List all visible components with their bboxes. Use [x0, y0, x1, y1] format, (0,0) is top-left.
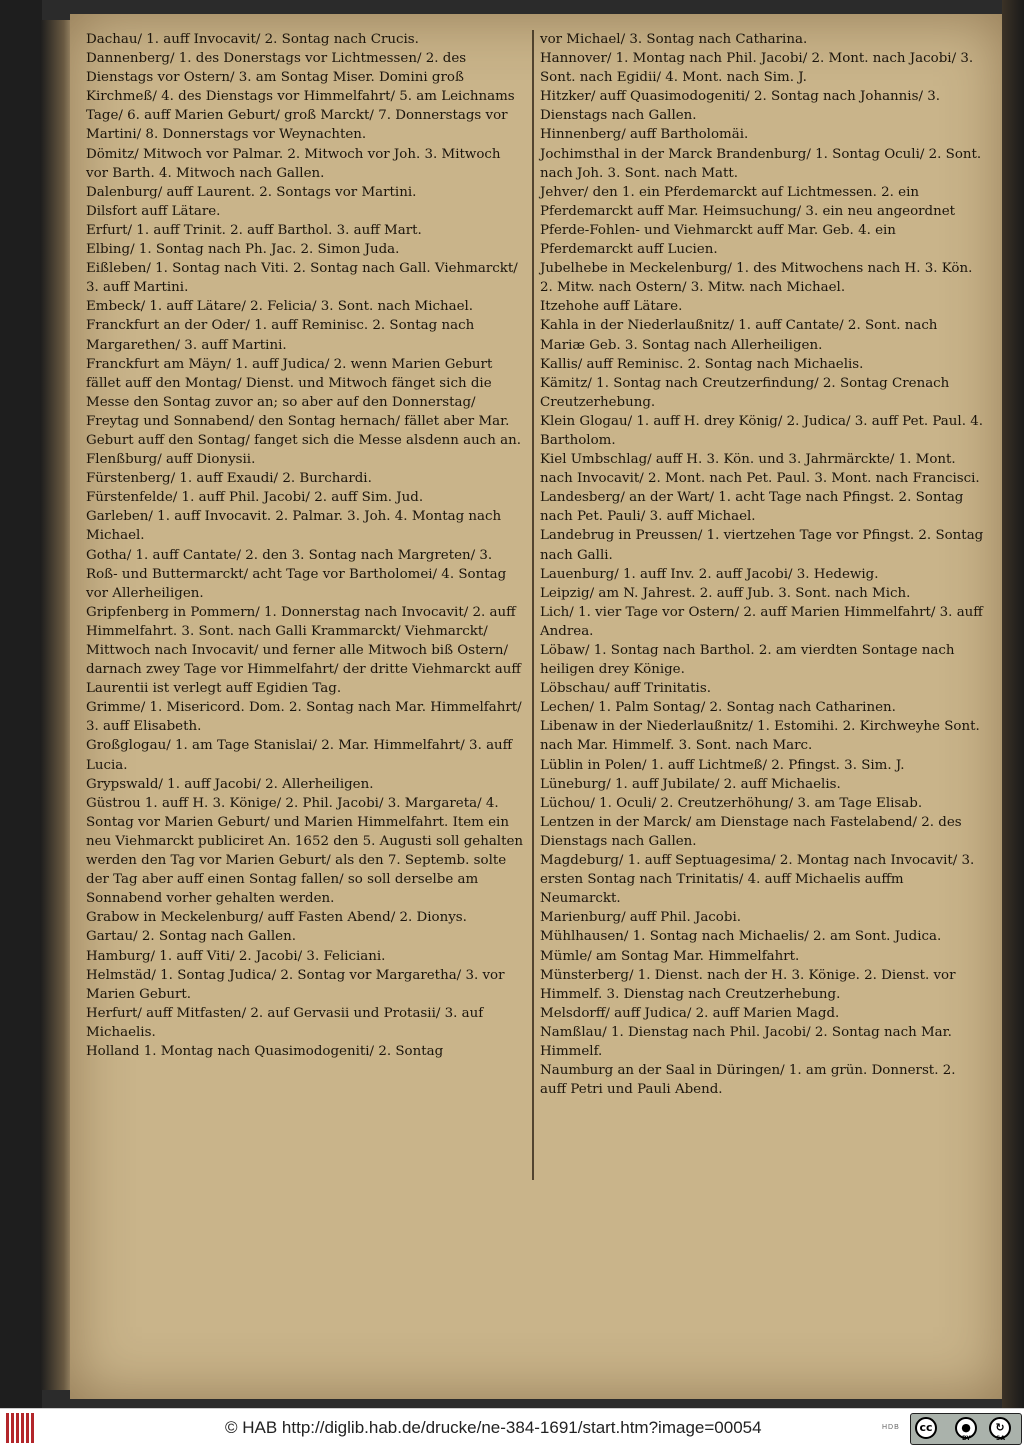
market-entry: Lüblin in Polen/ 1. auff Lichtmeß/ 2. Pfingst. 3. Sim. J. — [540, 757, 905, 773]
market-entry: Grypswald/ 1. auff Jacobi/ 2. Allerheiligen. — [86, 776, 374, 792]
market-entry: Gotha/ 1. auff Cantate/ 2. den 3. Sontag nach Margreten/ 3. Roß- und Buttermarckt/ acht Tage vor Bartholomei/ 4. Sontag vor Allerheiligen. — [86, 547, 507, 601]
sa-sharealike-icon: ↻ — [989, 1417, 1011, 1439]
market-entry: Güstrou 1. auff H. 3. Könige/ 2. Phil. Jacobi/ 3. Margareta/ 4. Sontag vor Marien Geburt/ und Marien Himmelfahrt. Item ein neu Viehmarckt publiciret An. 1652 den 5. Augusti soll gehalten werden den Tag vor Marien Geburt/ als den 7. Septemb. solte der Tag aber auff einen Sontag fallen/ so soll derselbe am Sonnabend vorher gehalten werden. — [86, 795, 524, 907]
market-entry: Erfurt/ 1. auff Trinit. 2. auff Barthol. 3. auff Mart. — [86, 222, 422, 238]
market-entry: Dannenberg/ 1. des Donerstags vor Lichtmessen/ 2. des Dienstags vor Ostern/ 3. am Sontag Miser. Domini groß Kirchmeß/ 4. des Dienstags vor Himmelfahrt/ 5. am Leichnams Tage/ 6. auff Marien Geburt/ groß Marckt/ 7. Donnerstags vor Martini/ 8. Donnerstags vor Weynachten. — [86, 51, 515, 143]
market-entry: Holland 1. Montag nach Quasimodogeniti/ 2. Sontag — [86, 1043, 444, 1059]
cc-sa-label: SA — [996, 1435, 1005, 1442]
page-spine-shadow — [40, 20, 74, 1390]
market-entry: Hamburg/ 1. auff Viti/ 2. Jacobi/ 3. Feliciani. — [86, 948, 386, 964]
market-entry: Dalenburg/ auff Laurent. 2. Sontags vor Martini. — [86, 184, 417, 200]
market-entry: Lüchou/ 1. Oculi/ 2. Creutzerhöhung/ 3. am Tage Elisab. — [540, 795, 923, 811]
market-entry: Eißleben/ 1. Sontag nach Viti. 2. Sontag nach Gall. Viehmarckt/ 3. auff Martini. — [86, 261, 518, 296]
market-entry: Jubelhebe in Meckelenburg/ 1. des Mitwochens nach H. 3. Kön. 2. Mitw. nach Ostern/ 3. Mitw. nach Michael. — [540, 261, 973, 296]
market-entry: Grabow in Meckelenburg/ auff Fasten Abend/ 2. Dionys. — [86, 910, 467, 926]
market-entry: Kiel Umbschlag/ auff H. 3. Kön. und 3. Jahrmärckte/ 1. Mont. nach Invocavit/ 2. Mont. nach Pet. Paul. 3. Mont. nach Francisci. — [540, 452, 980, 487]
column-divider — [532, 30, 534, 1180]
market-entry: Hannover/ 1. Montag nach Phil. Jacobi/ 2. Mont. nach Jacobi/ 3. Sont. nach Egidii/ 4. Mont. nach Sim. J. — [540, 51, 974, 86]
cc-by-label: BY — [962, 1435, 971, 1442]
market-entry: Flenßburg/ auff Dionysii. — [86, 452, 256, 468]
market-entry: Garleben/ 1. auff Invocavit. 2. Palmar. 3. Joh. 4. Montag nach Michael. — [86, 509, 502, 544]
market-entry: Lüneburg/ 1. auff Jubilate/ 2. auff Michaelis. — [540, 776, 841, 792]
market-entry: Leipzig/ am N. Jahrest. 2. auff Jub. 3. Sont. nach Mich. — [540, 585, 911, 601]
market-entry: Mühlhausen/ 1. Sontag nach Michaelis/ 2. am Sont. Judica. — [540, 929, 942, 945]
market-entry: Fürstenfelde/ 1. auff Phil. Jacobi/ 2. auff Sim. Jud. — [86, 490, 424, 506]
market-entry: Löbschau/ auff Trinitatis. — [540, 681, 711, 697]
market-entry: Melsdorff/ auff Judica/ 2. auff Marien Magd. — [540, 1005, 840, 1021]
footer-source-link[interactable]: © HAB http://diglib.hab.de/drucke/ne-384-1691/start.htm?image=00054 — [225, 1418, 762, 1437]
market-entry: Franckfurt am Mäyn/ 1. auff Judica/ 2. wenn Marien Geburt fället auff den Montag/ Dienst. und Mitwoch fänget sich die Messe den Sontag zuvor an; so aber auf den Donnerstag/ Freytag und Sonnabend/ den Sontag hernach/ fället aber Mar. Geburt auff den Sontag/ fanget sich die Messe alsdenn auch an. — [86, 356, 521, 448]
market-entry: Marienburg/ auff Phil. Jacobi. — [540, 910, 741, 926]
market-entry: Großglogau/ 1. am Tage Stanislai/ 2. Mar. Himmelfahrt/ 3. auff Lucia. — [86, 738, 513, 773]
market-entry: Kallis/ auff Reminisc. 2. Sontag nach Michaelis. — [540, 356, 864, 372]
right-column — [540, 30, 985, 1099]
market-entry: Elbing/ 1. Sontag nach Ph. Jac. 2. Simon Juda. — [86, 242, 400, 258]
market-entry: Herfurt/ auff Mitfasten/ 2. auf Gervasii und Protasii/ 3. auf Michaelis. — [86, 1005, 484, 1040]
market-entry: Kahla in der Niederlaußnitz/ 1. auff Cantate/ 2. Sont. nach Mariæ Geb. 3. Sontag nach Allerheiligen. — [540, 318, 938, 353]
market-entry: Dilsfort auff Lätare. — [86, 203, 221, 219]
market-entry: Dömitz/ Mitwoch vor Palmar. 2. Mitwoch vor Joh. 3. Mitwoch vor Barth. 4. Mitwoch nach Gallen. — [86, 146, 501, 181]
market-entry: Hitzker/ auff Quasimodogeniti/ 2. Sontag nach Johannis/ 3. Dienstags nach Gallen. — [540, 89, 941, 124]
cc-license-badge[interactable] — [910, 1413, 1022, 1445]
market-entry: Libenaw in der Niederlaußnitz/ 1. Estomihi. 2. Kirchweyhe Sont. nach Mar. Himmelf. 3. Sont. nach Marc. — [540, 719, 980, 754]
market-entry: Franckfurt an der Oder/ 1. auff Reminisc. 2. Sontag nach Margarethen/ 3. auff Martini. — [86, 318, 475, 353]
market-entry: Naumburg an der Saal in Düringen/ 1. am grün. Donnerst. 2. auff Petri und Pauli Abend. — [540, 1063, 956, 1098]
market-entry: Lauenburg/ 1. auff Inv. 2. auff Jacobi/ 3. Hedewig. — [540, 566, 879, 582]
market-entry: Löbaw/ 1. Sontag nach Barthol. 2. am vierdten Sontage nach heiligen drey Könige. — [540, 643, 955, 678]
market-entry: Lechen/ 1. Palm Sontag/ 2. Sontag nach Catharinen. — [540, 700, 896, 716]
market-entry: Münsterberg/ 1. Dienst. nach der H. 3. Könige. 2. Dienst. vor Himmelf. 3. Dienstag nach Creutzerhebung. — [540, 967, 956, 1002]
market-entry: Helmstäd/ 1. Sontag Judica/ 2. Sontag vor Margaretha/ 3. vor Marien Geburt. — [86, 967, 505, 1002]
hab-logo-icon — [6, 1413, 34, 1443]
scan-background-left — [0, 0, 42, 1410]
cc-icon: cc — [915, 1417, 937, 1439]
market-entry: Jochimsthal in der Marck Brandenburg/ 1. Sontag Oculi/ 2. Sont. nach Joh. 3. Sont. nach Matt. — [540, 146, 982, 181]
market-entry: vor Michael/ 3. Sontag nach Catharina. — [540, 32, 808, 47]
market-entry: Fürstenberg/ 1. auff Exaudi/ 2. Burchardi. — [86, 471, 372, 487]
market-entry: Klein Glogau/ 1. auff H. drey König/ 2. Judica/ 3. auff Pet. Paul. 4. Bartholom. — [540, 413, 983, 448]
left-column — [86, 30, 526, 1061]
market-entry: Mümle/ am Sontag Mar. Himmelfahrt. — [540, 948, 800, 964]
market-entry: Dachau/ 1. auff Invocavit/ 2. Sontag nach Crucis. — [86, 32, 419, 47]
market-entry: Itzehohe auff Lätare. — [540, 299, 683, 315]
page-edge-right — [1002, 0, 1024, 1410]
by-attribution-icon: ● — [955, 1417, 977, 1439]
market-entry: Landebrug in Preussen/ 1. viertzehen Tage vor Pfingst. 2. Sontag nach Galli. — [540, 528, 984, 563]
market-entry: Lentzen in der Marck/ am Dienstage nach Fastelabend/ 2. des Dienstags nach Gallen. — [540, 814, 962, 849]
market-entry: Grimme/ 1. Misericord. Dom. 2. Sontag nach Mar. Himmelfahrt/ 3. auff Elisabeth. — [86, 700, 522, 735]
market-entry: Namßlau/ 1. Dienstag nach Phil. Jacobi/ 2. Sontag nach Mar. Himmelf. — [540, 1024, 952, 1059]
viewer-footer — [0, 1408, 1024, 1448]
market-entry: Embeck/ 1. auff Lätare/ 2. Felicia/ 3. Sont. nach Michael. — [86, 299, 474, 315]
market-entry: Magdeburg/ 1. auff Septuagesima/ 2. Montag nach Invocavit/ 3. ersten Sontag nach Trinitatis/ 4. auff Michaelis auffm Neumarckt. — [540, 853, 975, 907]
market-entry: Jehver/ den 1. ein Pferdemarckt auf Lichtmessen. 2. ein Pferdemarckt auff Mar. Heimsuchung/ 3. ein neu angeordnet Pferde-Fohlen- und Viehmarckt auff Mar. Geb. 4. ein Pferdemarckt auff Lucien. — [540, 184, 956, 258]
market-entry: Kämitz/ 1. Sontag nach Creutzerfindung/ 2. Sontag Crenach Creutzerhebung. — [540, 375, 950, 410]
footer-small-label: HDB — [882, 1424, 900, 1431]
market-entry: Landesberg/ an der Wart/ 1. acht Tage nach Pfingst. 2. Sontag nach Pet. Pauli/ 3. auff Michael. — [540, 490, 964, 525]
market-entry: Gripfenberg in Pommern/ 1. Donnerstag nach Invocavit/ 2. auff Himmelfahrt. 3. Sont. nach Galli Krammarckt/ Viehmarckt/ Mittwoch nach Invocavit/ und ferner alle Mitwoch biß Ostern/ darnach zwey Tage vor Himmelfahrt/ der dritte Viehmarckt auff Laurentii ist verlegt auff Egidien Tag. — [86, 604, 521, 697]
market-entry: Hinnenberg/ auff Bartholomäi. — [540, 127, 749, 143]
market-entry: Lich/ 1. vier Tage vor Ostern/ 2. auff Marien Himmelfahrt/ 3. auff Andrea. — [540, 604, 983, 639]
market-entry: Gartau/ 2. Sontag nach Gallen. — [86, 929, 296, 945]
